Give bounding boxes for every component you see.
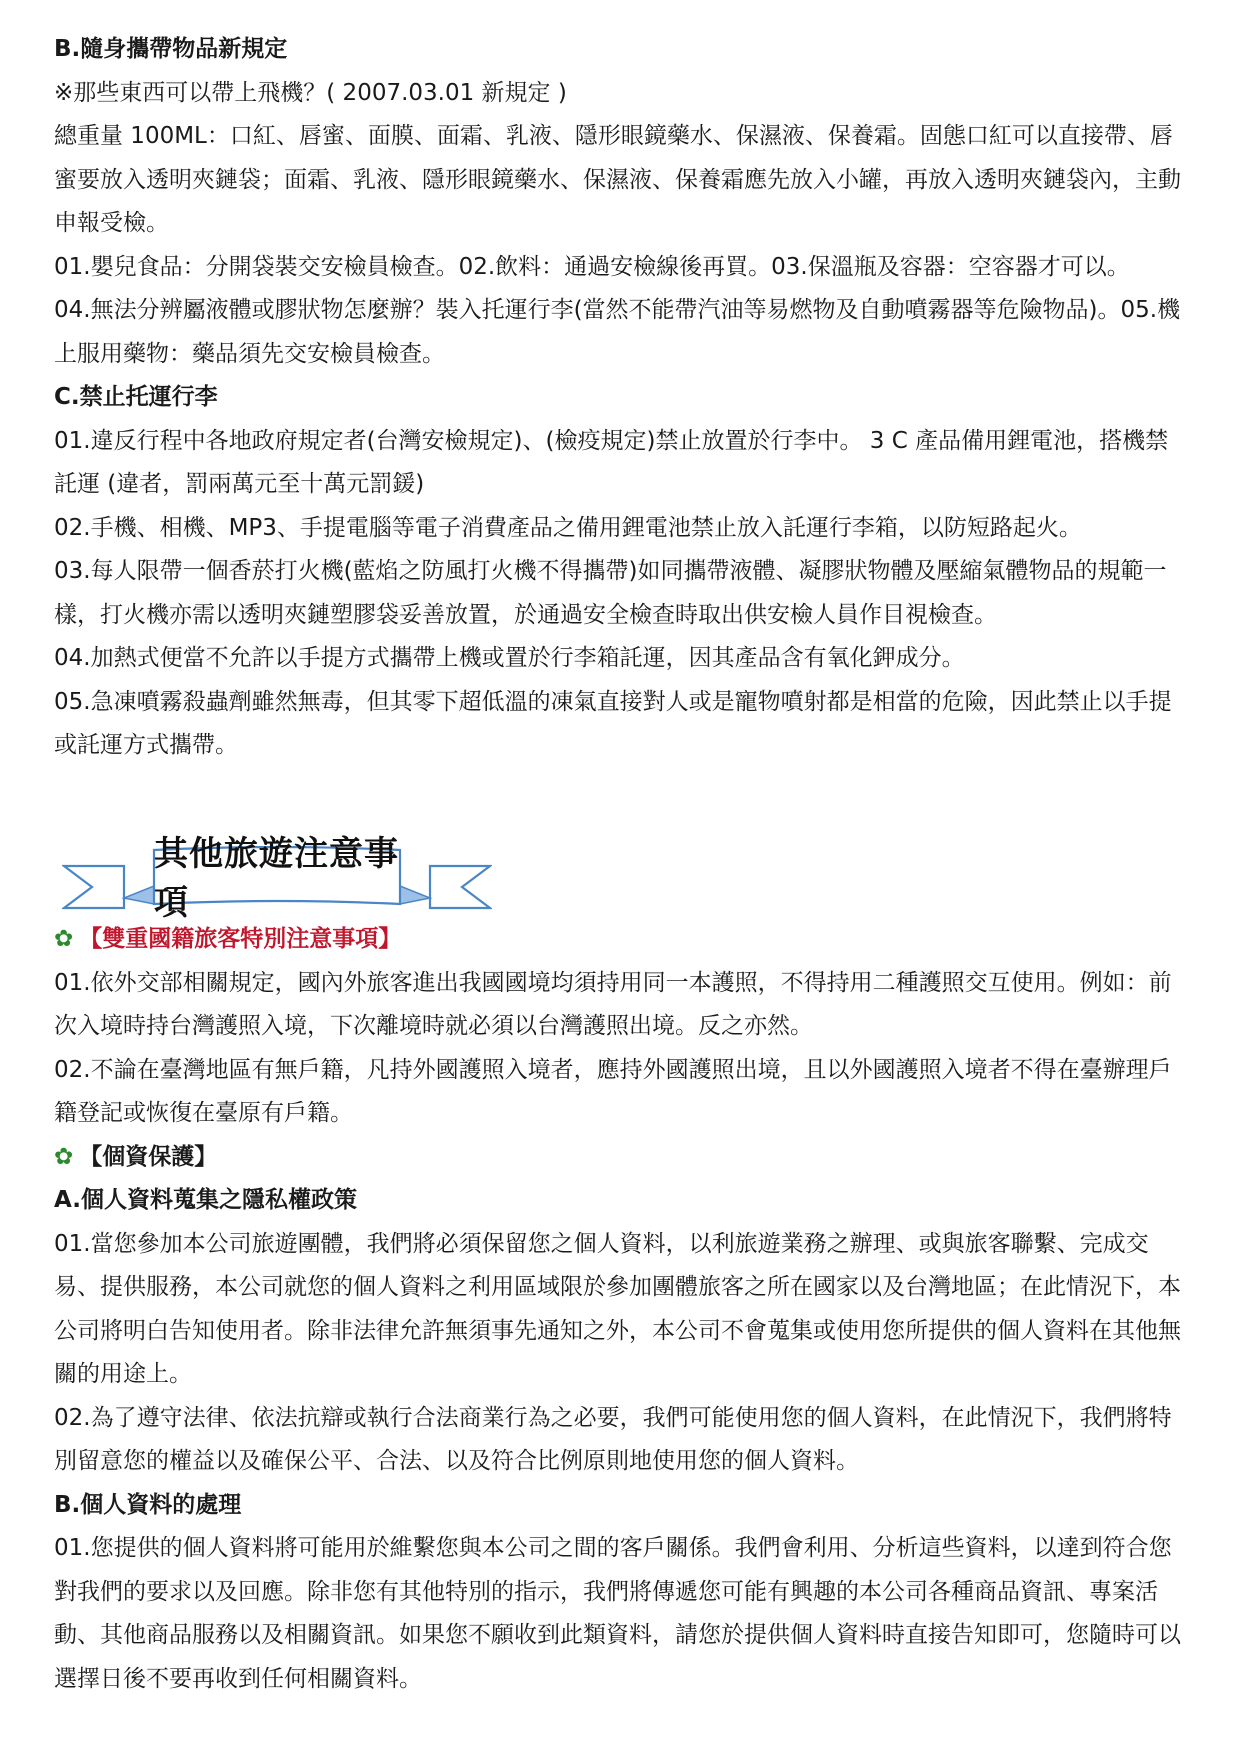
heading-c-prohibited: C.禁止托運行李 <box>54 384 218 410</box>
section-carry-on-rules <box>54 28 1184 768</box>
prohibited-item: 04.加熱式便當不允許以手提方式攜帶上機或置於行李箱託運，因其產品含有氧化鉀成分。 <box>54 645 965 671</box>
section-banner <box>62 834 492 923</box>
liquids-paragraph: 總重量 100ML：口紅、唇蜜、面膜、面霜、乳液、隱形眼鏡藥水、保濕液、保養霜。固態口紅可以直接帶、唇蜜要放入透明夾鏈袋；面霜、乳液、隱形眼鏡藥水、保濕液、保養霜應先放入小罐，再放入透明夾鏈袋內，主動申報受檢。 <box>54 123 1181 236</box>
section-other-notes <box>54 918 1184 1701</box>
privacy-heading: 【個資保護】 <box>79 1143 218 1170</box>
privacy-a-item: 01.當您參加本公司旅遊團體，我們將必須保留您之個人資料，以利旅遊業務之辦理、或與旅客聯繫、完成交易、提供服務，本公司就您的個人資料之利用區域限於參加團體旅客之所在國家以及台灣地區；在此情況下，本公司將明白告知使用者。除非法律允許無須事先通知之外，本公司不會蒐集或使用您所提供的個人資料在其他無關的用途上。 <box>54 1230 1181 1387</box>
items-paragraph-2: 04.無法分辨屬液體或膠狀物怎麼辦？裝入托運行李(當然不能帶汽油等易燃物及自動噴霧器等危險物品)。05.機上服用藥物：藥品須先交安檢員檢查。 <box>54 297 1181 367</box>
prohibited-item: 02.手機、相機、MP3、手提電腦等電子消費產品之備用鋰電池禁止放入託運行李箱，以防短路起火。 <box>54 514 1082 541</box>
prohibited-item: 03.每人限帶一個香菸打火機(藍焰之防風打火機不得攜帶)如同攜帶液體、凝膠狀物體及壓縮氣體物品的規範一樣，打火機亦需以透明夾鏈塑膠袋妥善放置，於通過安全檢查時取出供安檢人員作目視檢查。 <box>54 558 1167 628</box>
dual-item: 02.不論在臺灣地區有無戶籍，凡持外國護照入境者，應持外國護照出境，且以外國護照入境者不得在臺辦理戶籍登記或恢復在臺原有戶籍。 <box>54 1056 1172 1126</box>
heading-b-carry-on: B.隨身攜帶物品新規定 <box>54 36 288 62</box>
privacy-sub-a: A.個人資料蒐集之隱私權政策 <box>54 1187 357 1213</box>
dual-nationality-heading-row <box>54 918 1184 962</box>
privacy-a-item: 02.為了遵守法律、依法抗辯或執行合法商業行為之必要，我們可能使用您的個人資料，在此情況下，我們將特別留意您的權益以及確保公平、合法、以及符合比例原則地使用您的個人資料。 <box>54 1404 1172 1474</box>
flower-icon: ✿ <box>54 926 74 952</box>
prohibited-item: 05.急凍噴霧殺蟲劑雖然無毒，但其零下超低溫的凍氣直接對人或是寵物噴射都是相當的危險，因此禁止以手提或託運方式攜帶。 <box>54 688 1172 758</box>
privacy-sub-b: B.個人資料的處理 <box>54 1491 242 1518</box>
dual-item: 01.依外交部相關規定，國內外旅客進出我國國境均須持用同一本護照，不得持用二種護照交互使用。例如：前次入境時持台灣護照入境，下次離境時就必須以台灣護照出境。反之亦然。 <box>54 969 1172 1039</box>
prohibited-item: 01.違反行程中各地政府規定者(台灣安檢規定)、(檢疫規定)禁止放置於行李中。 3 C 產品備用鋰電池，搭機禁託運 (違者，罰兩萬元至十萬元罰鍰) <box>54 427 1169 497</box>
dual-nationality-heading: 【雙重國籍旅客特別注意事項】 <box>79 926 402 952</box>
items-paragraph-1: 01.嬰兒食品：分開袋裝交安檢員檢查。02.飲料：通過安檢線後再買。03.保溫瓶及容器：空容器才可以。 <box>54 253 1130 280</box>
privacy-b-item: 01.您提供的個人資料將可能用於維繫您與本公司之間的客戶關係。我們會利用、分析這些資料，以達到符合您對我們的要求以及回應。除非您有其他特別的指示，我們將傳遞您可能有興趣的本公司各種商品資訊、專案活動、其他商品服務以及相關資訊。如果您不願收到此類資料，請您於提供個人資料時直接告知即可，您隨時可以選擇日後不要再收到任何相關資料。 <box>54 1535 1181 1692</box>
flower-icon: ✿ <box>54 1143 74 1170</box>
privacy-heading-row <box>54 1136 1184 1180</box>
note-line: ※那些東西可以帶上飛機？( 2007.03.01 新規定 ) <box>54 79 567 106</box>
banner-title: 其他旅遊注意事項 <box>154 834 399 923</box>
